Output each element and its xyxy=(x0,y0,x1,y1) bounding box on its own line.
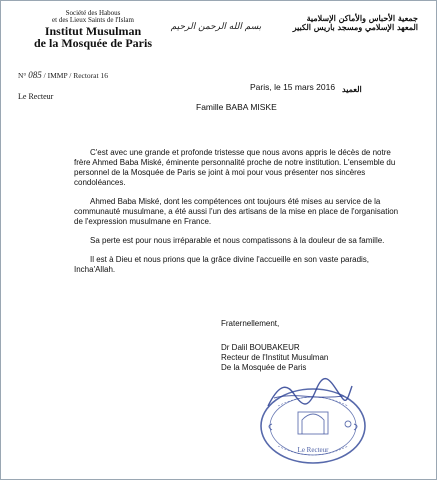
reference-prefix: N° xyxy=(18,71,27,80)
org-name: Institut Musulman xyxy=(44,23,142,38)
org-line-2: et des Lieux Saints de l'Islam xyxy=(52,16,134,25)
paragraph-4: Il est à Dieu et nous prions que la grâce divine l'accueille en son vaste paradis, Incha'Allah. xyxy=(74,255,370,274)
letter-body xyxy=(74,148,404,284)
paragraph-2: Ahmed Baba Miské, dont les compétences ont toujours été mises au service de la communauté musulmane, a été aussi l'un des artisans de la mise en place de l'organisation de l'expression musulmane en France. xyxy=(74,197,399,226)
reference-handwritten-number: 085 xyxy=(28,70,42,80)
org-line-1: Société des Habous xyxy=(65,9,121,17)
letterhead-right-arabic xyxy=(286,14,418,32)
signature-block xyxy=(221,343,328,373)
sender-title: Le Recteur xyxy=(18,92,54,101)
signature-scribble-icon xyxy=(264,376,354,416)
arabic-org-line-1: جمعية الأحباس والأماكن الإسلامية xyxy=(306,13,418,23)
closing-line: Fraternellement, xyxy=(221,319,280,328)
recipient: Famille BABA MISKE xyxy=(196,102,277,112)
paragraph-3: Sa perte est pour nous irréparable et nous compatissons à la douleur de sa famille. xyxy=(90,236,385,245)
org-name-2: de la Mosquée de Paris xyxy=(34,36,152,51)
letter-page xyxy=(18,8,418,470)
reference-number xyxy=(18,70,108,80)
letter-date: Paris, le 15 mars 2016 xyxy=(250,82,336,92)
signatory-title-2: De la Mosquée de Paris xyxy=(221,363,307,372)
paragraph-1: C'est avec une grande et profonde tristesse que nous avons appris le décès de notre frère Ahmed Baba Miské, éminente personnalité proche de notre institution. L'ensemble du personnel de la Mosquée de Paris se joint à moi pour vous présenter nos sincères condoléances. xyxy=(74,148,396,187)
signatory-name: Dr Dalil BOUBAKEUR xyxy=(221,343,300,352)
letterhead-left xyxy=(18,10,168,50)
arabic-date-label: العميد xyxy=(342,84,362,94)
signatory-title-1: Recteur de l'Institut Musulman xyxy=(221,353,329,362)
handwritten-signature xyxy=(264,376,354,421)
arabic-org-line-2: المعهد الإسلامي ومسجد باريس الكبير xyxy=(292,22,418,33)
seal-center-text: Le Recteur xyxy=(297,446,329,454)
bismillah-calligraphy: بسم الله الرحمن الرحيم xyxy=(170,22,262,32)
reference-suffix: / IMMP / Rectorat 16 xyxy=(43,71,108,80)
